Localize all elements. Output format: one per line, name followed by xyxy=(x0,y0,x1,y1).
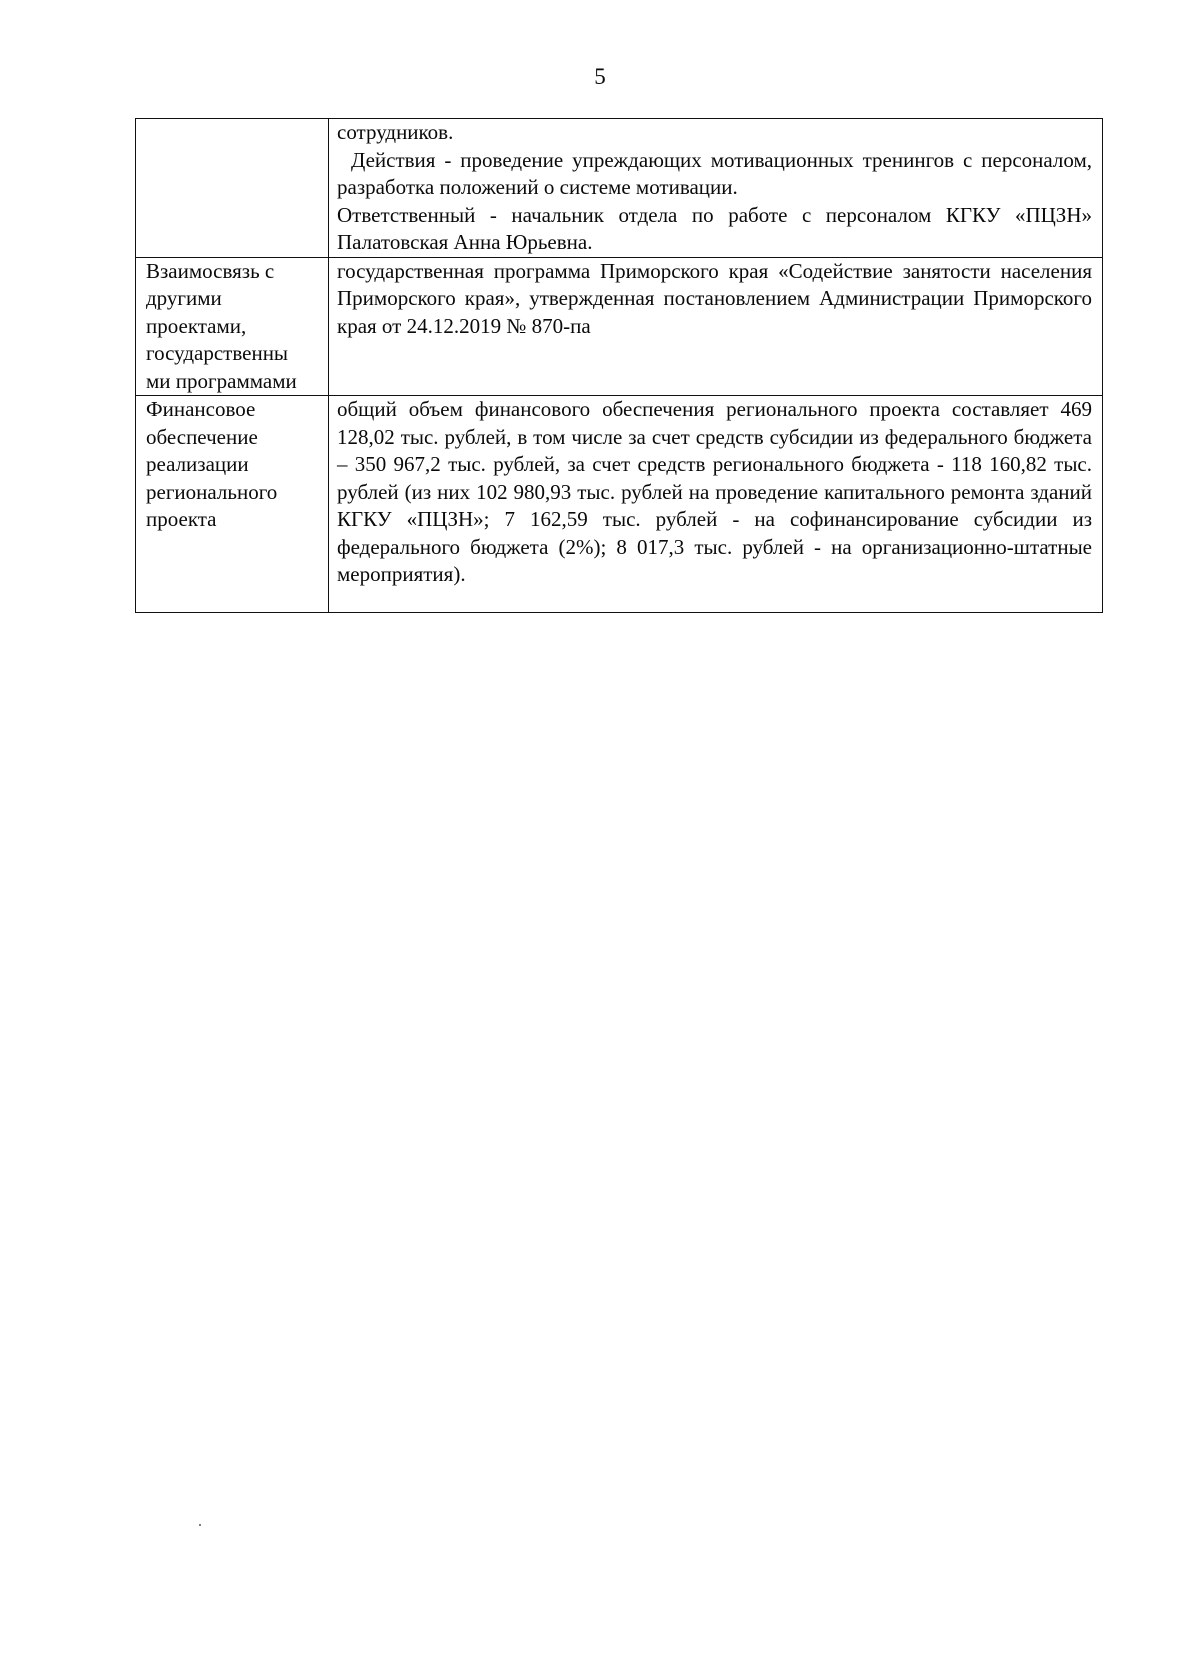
content-paragraph: сотрудников. xyxy=(337,120,454,144)
table-row-related-programs xyxy=(136,257,1103,396)
project-passport-table xyxy=(135,118,1103,613)
row-label: Финансовое обеспечение реализации регионального проекта xyxy=(136,396,329,613)
scan-dot-mark xyxy=(199,1524,201,1526)
content-paragraph: Действия - проведение упреждающих мотивационных тренингов с персоналом, разработка положений о системе мотивации. xyxy=(337,147,1092,199)
content-paragraph: государственная программа Приморского края «Содействие занятости населения Приморского края», утвержденная постановлением Администрации Приморского края от 24.12.2019 № 870-па xyxy=(337,258,1092,338)
row-content xyxy=(329,257,1103,396)
row-label xyxy=(136,119,329,258)
page-number: 5 xyxy=(594,64,606,89)
content-paragraph: общий объем финансового обеспечения регионального проекта составляет 469 128,02 тыс. рублей, в том числе за счет средств субсидии из федерального бюджета – 350 967,2 тыс. рублей, за счет средств регионального бюджета - 118 160,82 тыс. рублей (из них 102 980,93 тыс. рублей на проведение капитального ремонта зданий КГКУ «ПЦЗН»; 7 162,59 тыс. рублей - на софинансирование субсидии из федерального бюджета (2%); 8 017,3 тыс. рублей - на организационно-штатные мероприятия). xyxy=(337,397,1092,586)
row-content xyxy=(329,396,1103,613)
row-label: Взаимосвязь с другими проектами, государственны ми программами xyxy=(136,257,329,396)
content-paragraph: Ответственный - начальник отдела по работе с персоналом КГКУ «ПЦЗН» Палатовская Анна Юрьевна. xyxy=(337,202,1092,254)
table-row-financing xyxy=(136,396,1103,613)
row-content xyxy=(329,119,1103,258)
table-row-staff-motivation xyxy=(136,119,1103,258)
